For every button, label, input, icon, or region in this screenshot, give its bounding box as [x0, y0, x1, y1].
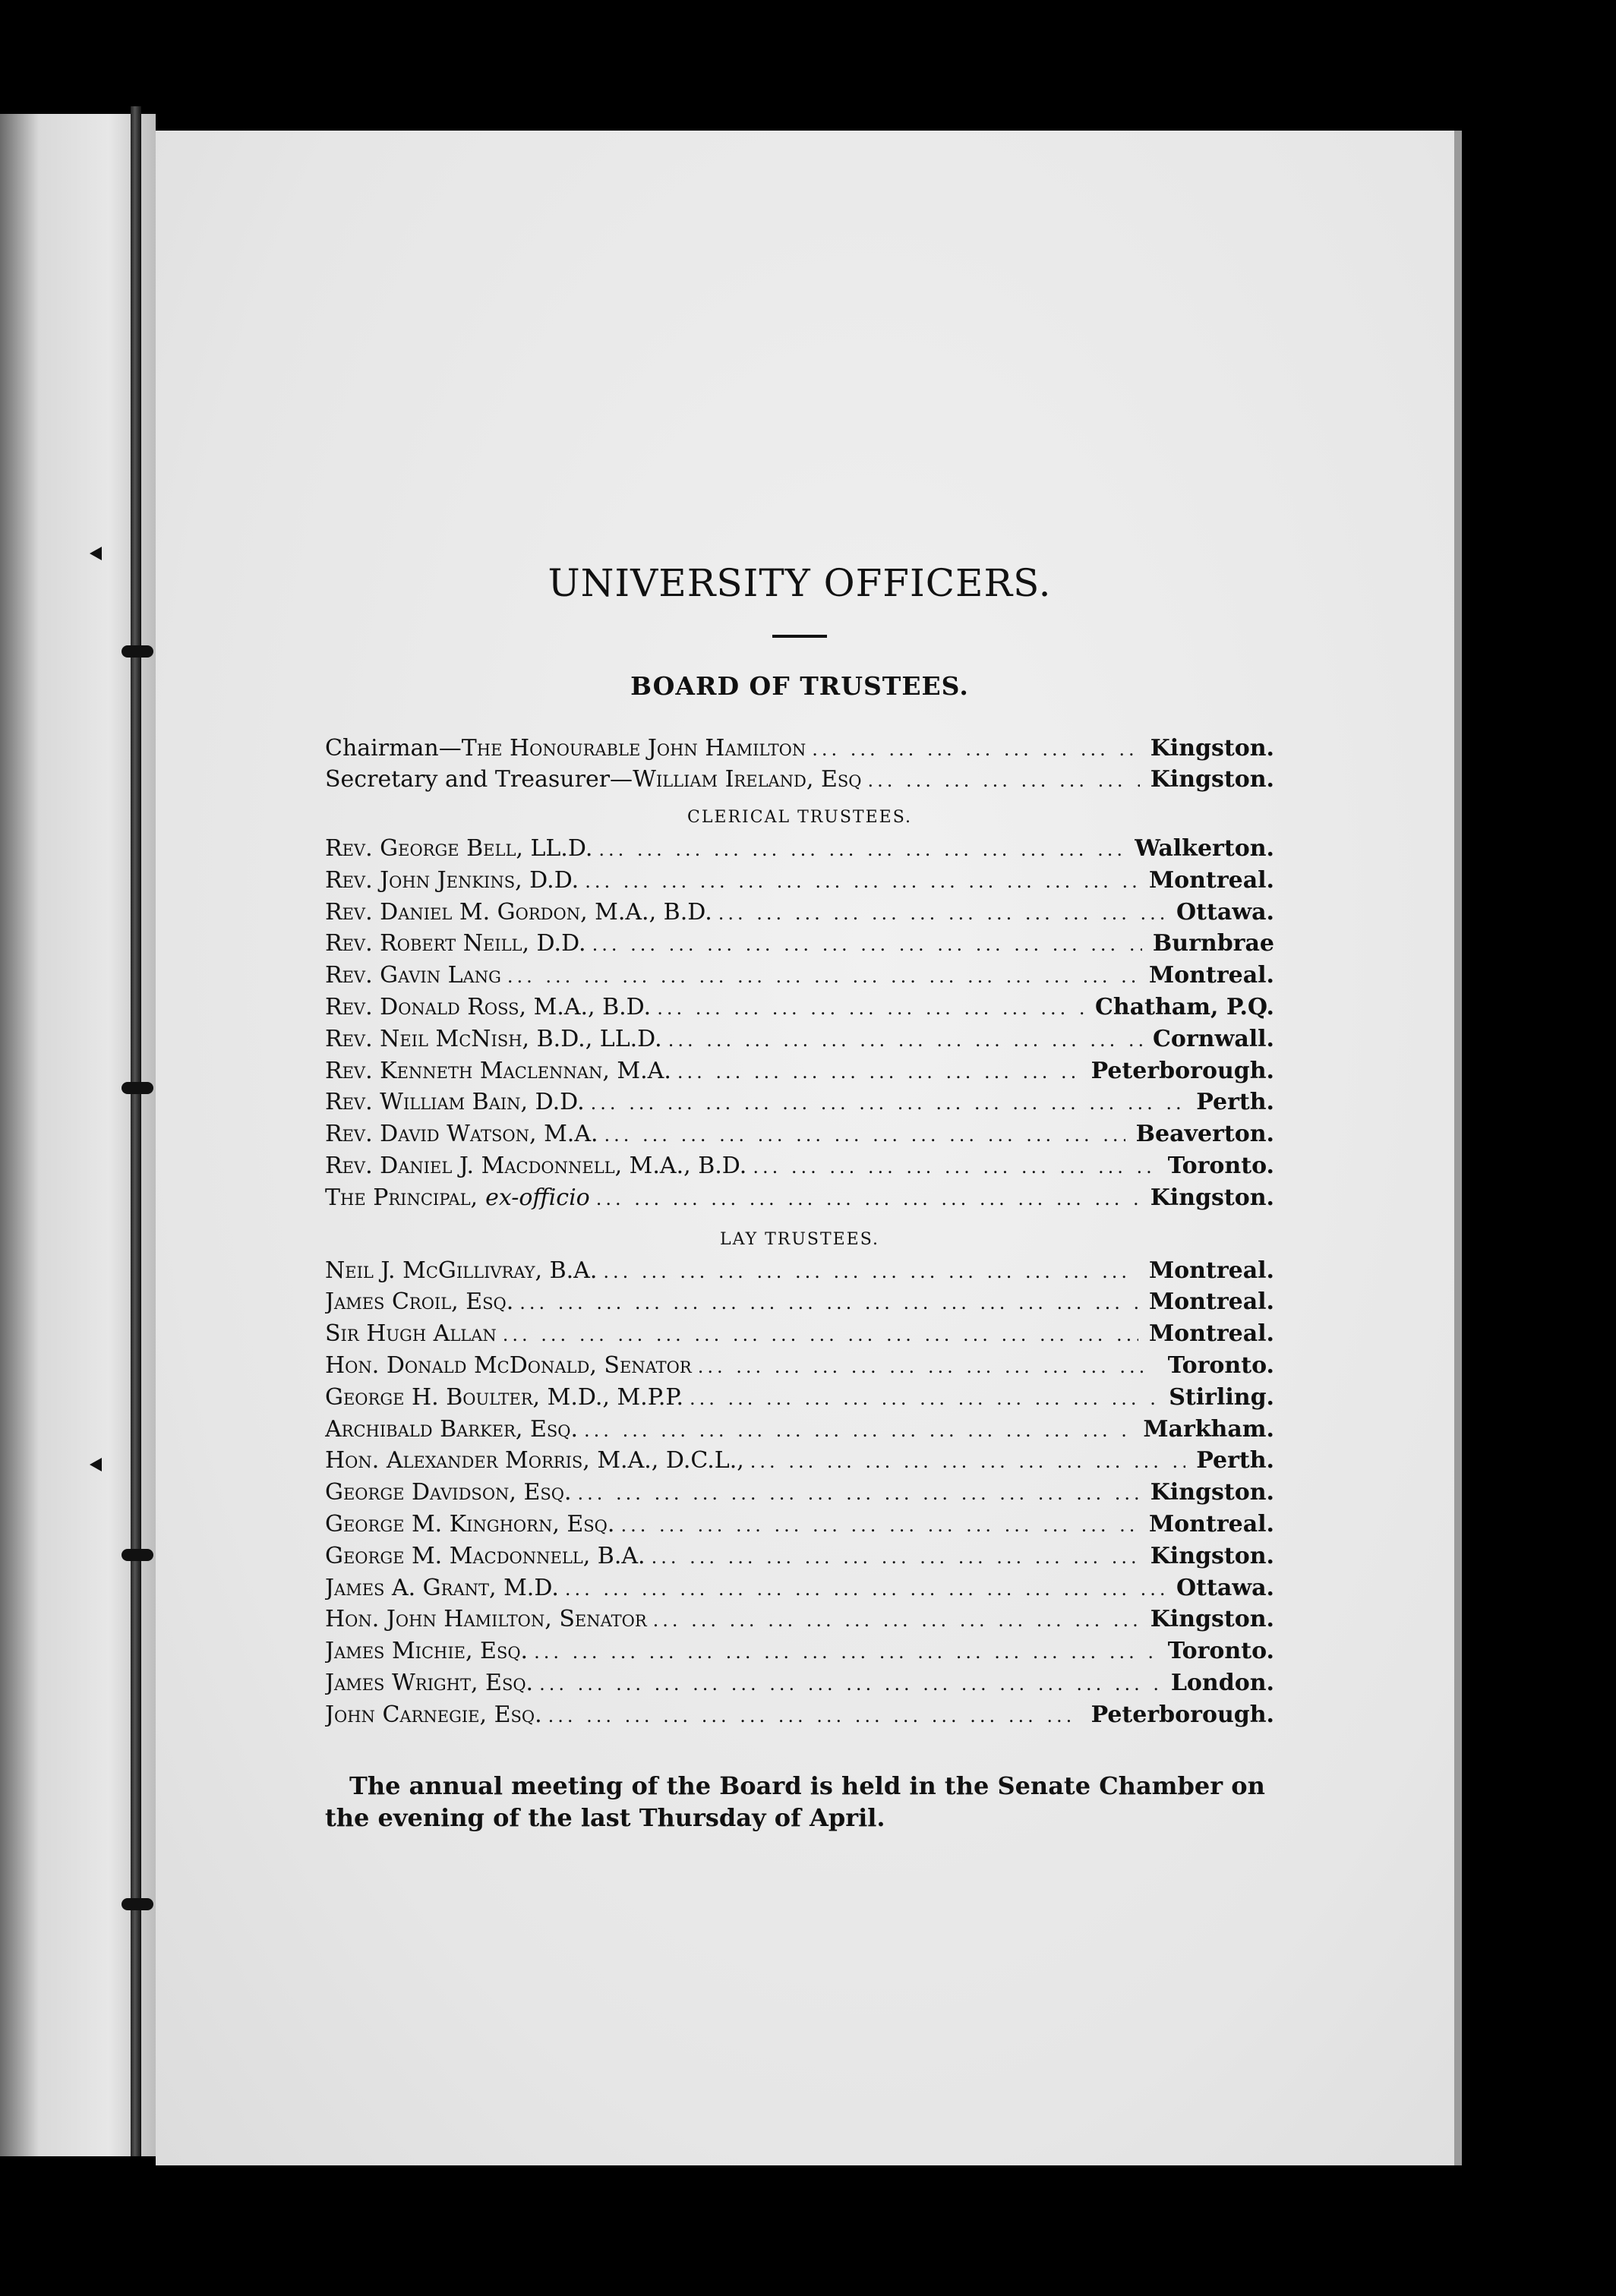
trustee-place: Peterborough. — [1090, 1701, 1274, 1728]
page-edge — [1454, 131, 1462, 2165]
officer-entry — [325, 765, 861, 795]
lay-trustee-row — [325, 1668, 1274, 1700]
page-title: UNIVERSITY OFFICERS. — [548, 561, 1052, 605]
dot-leader — [651, 994, 1084, 1024]
trustee-name-text: Hon. Donald McDonald, Senator — [325, 1351, 692, 1379]
officer-role: Secretary and Treasurer— — [325, 766, 633, 793]
title-rule — [772, 635, 827, 638]
trustee-name-text: Hon. John Hamilton, Senator — [325, 1606, 647, 1633]
dot-leader — [597, 1257, 1138, 1288]
trustee-name — [325, 1414, 578, 1445]
clerical-trustee-row — [325, 1024, 1274, 1056]
lay-trustee-row — [325, 1351, 1274, 1383]
dot-leader — [806, 734, 1139, 765]
trustee-name — [325, 1287, 513, 1317]
trustee-place: Toronto. — [1167, 1638, 1274, 1665]
dot-leader — [559, 1575, 1166, 1605]
page-content — [325, 560, 1274, 1858]
lay-trustee-row — [325, 1509, 1274, 1541]
officer-role: Chairman— — [325, 735, 462, 762]
dot-leader — [662, 1026, 1142, 1056]
clerical-trustee-row — [325, 897, 1274, 929]
trustee-place: Montreal. — [1148, 1257, 1274, 1284]
trustee-name-text: Hon. Alexander Morris, M.A., D.C.L., — [325, 1447, 744, 1474]
lay-trustee-row — [325, 1604, 1274, 1636]
officer-place: Kingston. — [1150, 766, 1274, 793]
dot-leader — [590, 1184, 1140, 1215]
trustee-place: Montreal. — [1148, 1288, 1274, 1316]
trustee-name — [325, 1087, 585, 1118]
trustee-place: Toronto. — [1167, 1152, 1274, 1179]
trustee-place: Montreal. — [1148, 866, 1274, 894]
trustee-place: Kingston. — [1150, 1606, 1274, 1633]
clerical-trustee-row — [325, 960, 1274, 992]
binding-tick — [90, 1458, 102, 1471]
dot-leader — [578, 1416, 1132, 1446]
dot-leader — [647, 1606, 1140, 1636]
lay-trustee-row — [325, 1636, 1274, 1668]
dot-leader — [746, 1153, 1157, 1183]
trustee-name-text: James Croil, Esq. — [325, 1288, 514, 1316]
trustee-name — [325, 1700, 542, 1730]
trustee-name-text: Rev. John Jenkins, D.D. — [325, 866, 579, 894]
officer-row — [325, 733, 1274, 765]
trustee-name — [325, 1573, 559, 1604]
lay-trustee-row — [325, 1256, 1274, 1288]
trustee-name — [325, 1604, 647, 1635]
trustee-name — [325, 992, 651, 1023]
trustee-name-text: George M. Kinghorn, Esq. — [325, 1510, 615, 1538]
trustee-name — [325, 1319, 497, 1349]
trustee-name — [325, 1509, 614, 1540]
dot-leader — [683, 1384, 1158, 1414]
lay-trustee-row — [325, 1319, 1274, 1351]
trustee-name-text: Rev. Kenneth Maclennan, M.A. — [325, 1057, 671, 1084]
dot-leader — [497, 1320, 1138, 1351]
officer-place: Kingston. — [1150, 735, 1274, 762]
lay-trustee-row — [325, 1573, 1274, 1605]
trustee-place: Perth. — [1196, 1089, 1274, 1116]
trustee-place: Perth. — [1196, 1447, 1274, 1474]
trustee-place: Ottawa. — [1176, 898, 1274, 926]
clerical-trustee-row — [325, 1151, 1274, 1183]
trustee-place: Cornwall. — [1152, 1025, 1274, 1052]
trustee-place: Peterborough. — [1090, 1057, 1274, 1084]
trustee-name — [325, 1119, 598, 1150]
trustee-place: Kingston. — [1150, 1479, 1274, 1506]
trustee-name-text: James A. Grant, M.D. — [325, 1574, 559, 1601]
trustee-place: Markham. — [1143, 1415, 1274, 1443]
binding-tick — [90, 547, 102, 560]
trustee-place: Beaverton. — [1135, 1121, 1274, 1148]
trustee-place: Chatham, P.Q. — [1095, 993, 1274, 1020]
dot-leader — [744, 1447, 1185, 1478]
dot-leader — [585, 1089, 1186, 1119]
binding-stitch — [122, 1898, 153, 1910]
clerical-trustee-row — [325, 1119, 1274, 1151]
trustee-place: London. — [1170, 1669, 1274, 1696]
board-heading: BOARD OF TRUSTEES. — [630, 671, 969, 701]
dot-leader — [692, 1352, 1157, 1383]
trustee-place: Toronto. — [1167, 1351, 1274, 1379]
clerical-trustee-row — [325, 992, 1274, 1024]
lay-trustee-row — [325, 1414, 1274, 1446]
trustee-name — [325, 1383, 683, 1413]
dot-leader — [861, 765, 1139, 796]
trustee-place: Walkerton. — [1135, 835, 1274, 862]
trustee-name — [325, 1351, 692, 1381]
trustee-place: Montreal. — [1148, 1510, 1274, 1538]
lay-trustee-row — [325, 1478, 1274, 1509]
trustee-name — [325, 1256, 597, 1286]
dot-leader — [671, 1058, 1081, 1088]
trustee-name — [325, 897, 712, 928]
trustee-place: Kingston. — [1150, 1542, 1274, 1569]
trustee-name — [325, 1668, 533, 1698]
trustee-name-text: George M. Macdonnell, B.A. — [325, 1542, 645, 1569]
trustee-name-text: The Principal, — [325, 1184, 478, 1211]
dot-leader — [586, 930, 1142, 960]
trustee-name-text: John Carnegie, Esq. — [325, 1701, 542, 1728]
dot-leader — [712, 899, 1166, 929]
meeting-note: The annual meeting of the Board is held in the Senate Chamber on the evening of the last Thursday of April. — [325, 1771, 1265, 1832]
trustee-name-text: Sir Hugh Allan — [325, 1320, 497, 1348]
dot-leader — [513, 1288, 1138, 1319]
clerical-trustee-row — [325, 1183, 1274, 1215]
trustee-name-text: George Davidson, Esq. — [325, 1479, 572, 1506]
dot-leader — [592, 835, 1124, 866]
trustee-place: Stirling. — [1169, 1383, 1274, 1411]
trustee-name — [325, 1541, 645, 1572]
trustee-name-text: Rev. Robert Neill, D.D. — [325, 930, 586, 957]
clerical-trustee-row — [325, 1056, 1274, 1088]
binding-stitch — [122, 1549, 153, 1561]
trustee-place: Montreal. — [1148, 962, 1274, 989]
trustee-name — [325, 1151, 746, 1181]
trustee-name — [325, 1024, 662, 1055]
trustee-name — [325, 1183, 590, 1213]
dot-leader — [572, 1479, 1140, 1509]
lay-trustee-row — [325, 1287, 1274, 1319]
trustee-place: Burnbrae — [1152, 930, 1274, 957]
trustee-name-text: Rev. Daniel J. Macdonnell, M.A., B.D. — [325, 1152, 747, 1179]
trustee-name-text: James Michie, Esq. — [325, 1638, 529, 1665]
dot-leader — [598, 1121, 1125, 1151]
dot-leader — [579, 867, 1138, 897]
trustee-name-text: Archibald Barker, Esq. — [325, 1415, 579, 1443]
officer-entry — [325, 733, 806, 764]
trustee-name — [325, 834, 592, 864]
trustee-name-text: Rev. Gavin Lang — [325, 962, 501, 989]
trustee-name-text: Rev. Donald Ross, M.A., B.D. — [325, 993, 652, 1020]
lay-trustee-row — [325, 1446, 1274, 1478]
trustee-name-text: Rev. William Bain, D.D. — [325, 1089, 585, 1116]
trustee-name — [325, 1636, 528, 1667]
officer-name: The Honourable John Hamilton — [461, 735, 806, 762]
trustee-name-text: Neil J. McGillivray, B.A. — [325, 1257, 598, 1284]
dot-leader — [528, 1638, 1157, 1668]
book-spine — [131, 106, 141, 2156]
binding-stitch — [122, 1082, 153, 1094]
trustee-place: Montreal. — [1148, 1320, 1274, 1348]
trustee-place: Ottawa. — [1176, 1574, 1274, 1601]
trustee-name — [325, 866, 579, 896]
dot-leader — [533, 1670, 1160, 1700]
trustee-name — [325, 1478, 572, 1508]
trustee-name — [325, 1446, 744, 1476]
trustee-name-text: James Wright, Esq. — [325, 1669, 534, 1696]
trustee-place: Kingston. — [1150, 1184, 1274, 1211]
clerical-trustee-row — [325, 834, 1274, 866]
dot-leader — [542, 1702, 1081, 1732]
lay-trustee-row — [325, 1700, 1274, 1732]
trustee-name-text: Rev. David Watson, M.A. — [325, 1121, 598, 1148]
officer-row — [325, 765, 1274, 796]
lay-trustee-row — [325, 1383, 1274, 1414]
trustee-name — [325, 1056, 671, 1086]
trustee-name-text: Rev. Neil McNish, B.D., LL.D. — [325, 1025, 662, 1052]
officer-name: William Ireland, Esq — [633, 766, 862, 793]
dot-leader — [645, 1543, 1140, 1573]
clerical-trustee-list — [325, 834, 1274, 1215]
trustee-name-suffix: ex-officio — [485, 1184, 590, 1211]
binding-stitch — [122, 645, 153, 658]
trustee-name-text: Rev. Daniel M. Gordon, M.A., B.D. — [325, 898, 712, 926]
trustee-name — [325, 929, 586, 959]
dot-leader — [614, 1511, 1138, 1541]
trustee-name-text: George H. Boulter, M.D., M.P.P. — [325, 1383, 683, 1411]
lay-trustee-list — [325, 1256, 1274, 1732]
lay-heading: LAY TRUSTEES. — [719, 1229, 880, 1249]
clerical-heading: CLERICAL TRUSTEES. — [686, 808, 912, 827]
clerical-trustee-row — [325, 866, 1274, 897]
officer-list — [325, 733, 1274, 796]
trustee-name-text: Rev. George Bell, LL.D. — [325, 835, 593, 862]
trustee-name — [325, 960, 501, 991]
dot-leader — [501, 962, 1138, 992]
clerical-trustee-row — [325, 1087, 1274, 1119]
clerical-trustee-row — [325, 929, 1274, 960]
lay-trustee-row — [325, 1541, 1274, 1573]
